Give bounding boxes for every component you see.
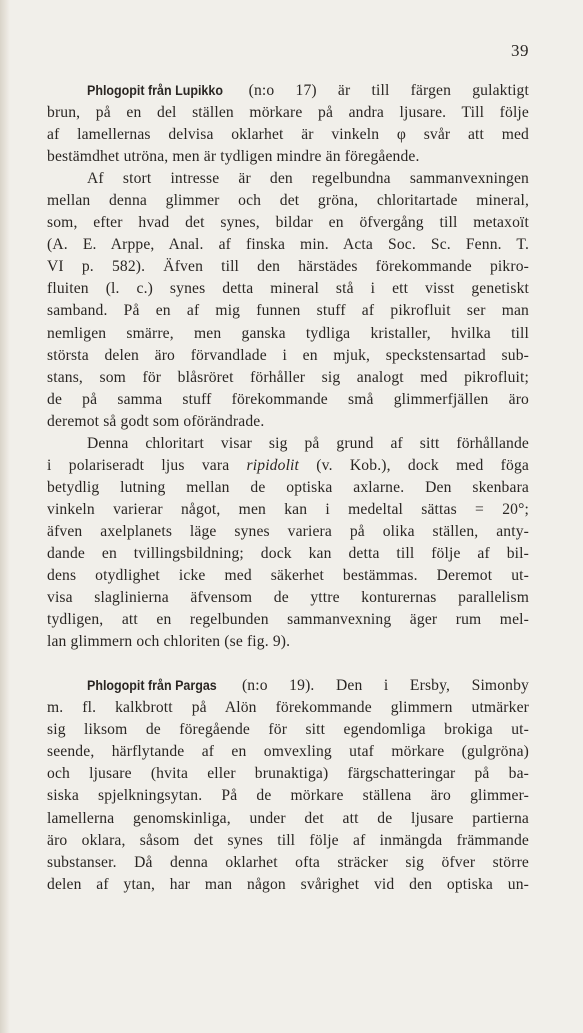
text-line: stans, som för blåsröret förhåller sig analogt med pikrofluit; [47,368,529,386]
text-line: seende, härflytande af en omvexling utaf mörkare (gulgröna) [47,743,529,761]
text-line: visa slaglinierna äfvensom de yttre konturernas parallelism [47,589,529,607]
text-line: delen af ytan, har man någon svårighet vid den optiska un- [47,875,529,893]
text-line: och ljusare (hvita eller brunaktiga) färgschatteringar på ba- [47,765,529,783]
text-line: fluiten (l. c.) synes detta mineral stå i ett visst genetiskt [47,280,529,298]
text-line: brun, på en del ställen mörkare på andra ljusare. Till följe [47,104,529,122]
text-line: Af stort intresse är den regelbundna sammanvexningen [87,170,529,188]
text-line: lamellerna genomskinliga, under det att de ljusare partierna [47,809,529,827]
text-line: m. fl. kalkbrott på Alön förekommande glimmern utmärker [47,699,529,717]
text-line: som, efter hvad det synes, bildar en öfvergång till metaxoït [47,214,529,232]
text-line: betydlig lutning mellan de optiska axlarne. Den skenbara [47,478,529,496]
mineral-name-italic: ripidolit [246,456,300,474]
section-heading-lupikko: Phlogopit från Lupikko [87,83,223,99]
text-line: Phlogopit från Pargas (n:o 19). Den i Ersby, Simonby [47,675,529,697]
page-binding-edge [0,0,10,1033]
text-line: Denna chloritart visar sig på grund af sitt förhållande [87,434,529,452]
paragraph-gap [47,653,529,675]
text-line: nemligen smärre, men ganska tydliga kristaller, hvilka till [47,324,529,342]
text-line: siska spjelkningsytan. På de mörkare ställena äro glimmer- [47,787,529,805]
text-line: i polariseradt ljus vara ripidolit (v. Kob.), dock med föga [47,456,529,474]
text-line: substanser. Då denna oklarhet ofta sträcker sig öfver större [47,853,529,871]
text-line: äfven axelplanets läge synes variera på olika ställen, anty- [47,522,529,540]
text-line: sig liksom de föregående för sitt egendomliga brokiga ut- [47,721,529,739]
text-line: bestämdhet utröna, men är tydligen mindre än föregående. [47,148,420,166]
text-line: de på samma stuff förekommande små glimmerfjällen äro [47,390,529,408]
text-line: största delen äro förvandlade i en mjuk, speckstensartad sub- [47,346,529,364]
text-line: (A. E. Arppe, Anal. af finska min. Acta Soc. Sc. Fenn. T. [47,236,529,254]
section-heading-pargas: Phlogopit från Pargas [87,678,217,695]
text-line: vinkeln varierar något, men kan i medeltal sättas = 20°; [47,500,529,518]
text-line: af lamellernas delvisa oklarhet är vinkeln φ svår att med [47,126,529,144]
page-number: 39 [511,41,529,60]
text-line: deremot så godt som oförändrade. [47,412,265,430]
text-line: tydligen, att en regelbunden sammanvexning äger rum mel- [47,611,529,629]
text-line: VI p. 582). Äfven till den härstädes förekommande pikro- [47,258,529,276]
text-line: dens otydlighet icke med säkerhet bestämmas. Deremot ut- [47,567,529,585]
text-line: mellan denna glimmer och det gröna, chloritartade mineral, [47,192,529,210]
text-line: samband. På en af mig funnen stuff af pikrofluit ser man [47,302,529,320]
text-line: lan glimmern och chloriten (se fig. 9). [47,633,291,651]
body-text [47,80,529,896]
text-line: äro oklara, såsom det synes till följe af inmängda främmande [47,831,529,849]
text-line: Phlogopit från Lupikko (n:o 17) är till färgen gulaktigt [47,80,529,102]
text-line: dande en tvillingsbildning; dock kan detta till följe af bil- [47,544,529,562]
